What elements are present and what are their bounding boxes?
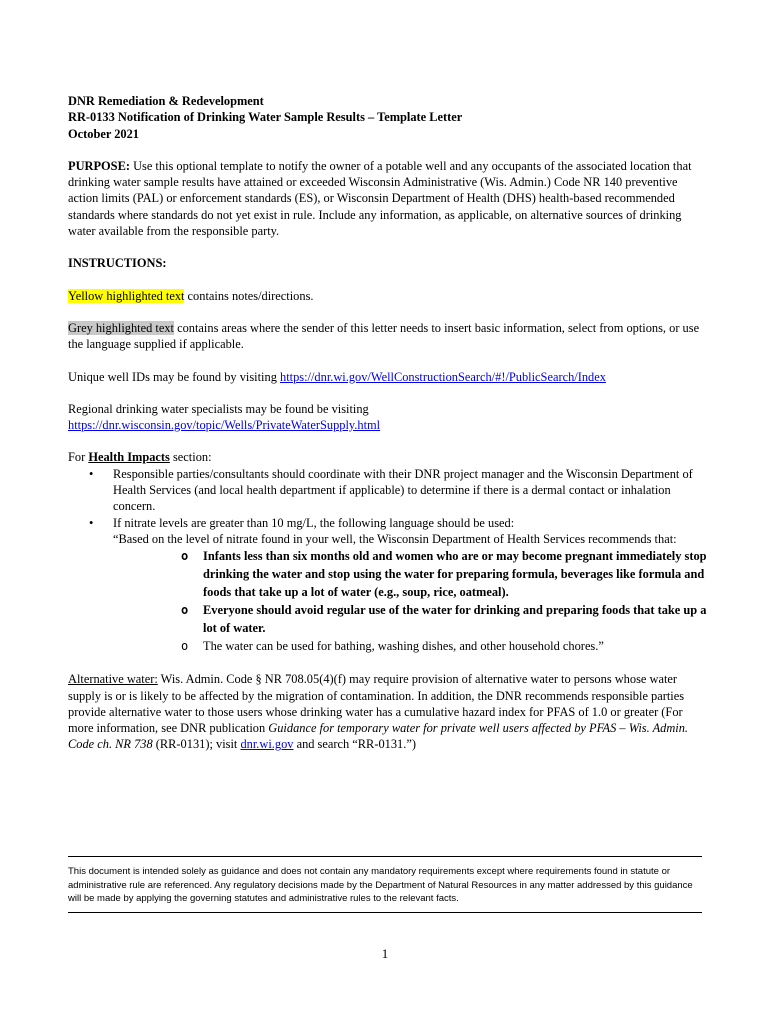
- yellow-instruction: [68, 288, 708, 304]
- sub-bullet-text: Infants less than six months old and women who are or may become pregnant immediately stop drinking the water and stop using the water for preparing formula, beverages like formula and foods that take up a lot of water (e.g., soup, rice, oatmeal).: [203, 549, 707, 600]
- alternative-water-text: Wis. Admin. Code § NR 708.05(4)(f) may require provision of alternative water to persons whose water supply is or is likely to be affected by the migration of contamination. In addition, the DNR recommends responsible parties provide alternative water to those users whose drinking water has a cumulative hazard index for PFAS of 1.0 or greater (For more information, see DNR publication: [68, 672, 685, 736]
- bullet-icon: •: [89, 466, 94, 481]
- alternative-water-paragraph: [68, 671, 708, 752]
- list-item: [113, 547, 708, 601]
- document-body: [68, 93, 708, 753]
- sub-bullet-icon: o: [181, 549, 189, 564]
- list-item: [113, 637, 708, 655]
- bullet-quote-text: “Based on the level of nitrate found in your well, the Wisconsin Department of Health Services recommends that:: [113, 531, 677, 546]
- bullet-text: Responsible parties/consultants should coordinate with their DNR project manager and the Wisconsin Department of Health Services (and local health department if applicable) to determine if there is a dermal contact or inhalation concern.: [113, 466, 693, 514]
- nitrate-recommendations-list: [113, 547, 708, 655]
- grey-highlight-sample: Grey highlighted text: [68, 320, 174, 335]
- alternative-water-label: Alternative water:: [68, 672, 158, 687]
- yellow-highlight-sample: Yellow highlighted text: [68, 288, 185, 303]
- sub-bullet-text: The water can be used for bathing, washing dishes, and other household chores.”: [203, 639, 604, 654]
- grey-instruction-text: contains areas where the sender of this letter needs to insert basic information, select from options, or use the language supplied if applicable.: [68, 320, 700, 352]
- list-item: [68, 466, 708, 515]
- health-intro-suffix: section:: [169, 450, 212, 465]
- grey-instruction: [68, 320, 708, 353]
- bullet-text: If nitrate levels are greater than 10 mg/L, the following language should be used:: [113, 515, 515, 530]
- sub-bullet-icon: o: [181, 603, 189, 618]
- list-item: [68, 515, 708, 656]
- purpose-text: Use this optional template to notify the owner of a potable well and any occupants of the associated location that drinking water sample results have attained or exceeded Wisconsin Administrative (Wis. Admin.) Code NR 140 preventive action limits (PAL) or enforcement standards (ES), or Wisconsin Department of Health (DHS) health-based recommended standards where standards do not yet exist in rule. Include any information, as applicable, on alternative sources of drinking water available from the responsible party.: [68, 158, 692, 239]
- disclaimer-footer: This document is intended solely as guidance and does not contain any mandatory requirements except where requirements found in statute or administrative rule are referenced. Any regulatory decisions made by the Department of Natural Resources in any matter addressed by this guidance will be made by applying the governing statutes and administrative rules to the relevant facts.: [68, 856, 702, 913]
- well-search-link[interactable]: https://dnr.wi.gov/WellConstructionSearch/#!/PublicSearch/Index: [280, 369, 606, 384]
- health-bullet-list: [68, 466, 708, 655]
- specialists-text: Regional drinking water specialists may be found be visiting: [68, 401, 369, 416]
- purpose-label: PURPOSE:: [68, 158, 130, 173]
- sub-bullet-text: Everyone should avoid regular use of the water for drinking and preparing foods that take up a lot of water.: [203, 603, 707, 636]
- health-intro-prefix: For: [68, 450, 89, 465]
- specialists-paragraph: [68, 401, 708, 434]
- publication-title: Guidance for temporary water for private well users affected by PFAS – Wis. Admin. Code ch. NR 738: [68, 721, 689, 752]
- list-item: [113, 601, 708, 637]
- alternative-water-text-2: (RR-0131); visit: [152, 737, 241, 752]
- sub-bullet-icon: o: [181, 639, 189, 654]
- alternative-water-text-3: and search “RR-0131.”): [293, 737, 416, 752]
- health-impacts-label: Health Impacts: [88, 450, 170, 465]
- well-id-text: Unique well IDs may be found by visiting: [68, 369, 280, 384]
- header-line-1: DNR Remediation & Redevelopment: [68, 94, 264, 108]
- header-line-2: RR-0133 Notification of Drinking Water Sample Results – Template Letter: [68, 110, 463, 125]
- instructions-heading: INSTRUCTIONS:: [68, 256, 167, 271]
- private-water-supply-link[interactable]: https://dnr.wisconsin.gov/topic/Wells/PrivateWaterSupply.html: [68, 418, 381, 433]
- dnr-website-link[interactable]: dnr.wi.gov: [240, 737, 294, 752]
- header-line-3: October 2021: [68, 126, 140, 141]
- page-number: 1: [381, 946, 389, 961]
- purpose-paragraph: [68, 158, 708, 239]
- yellow-instruction-text: contains notes/directions.: [184, 288, 314, 303]
- well-id-paragraph: [68, 369, 708, 385]
- bullet-icon: •: [89, 515, 94, 530]
- health-intro: [68, 449, 708, 465]
